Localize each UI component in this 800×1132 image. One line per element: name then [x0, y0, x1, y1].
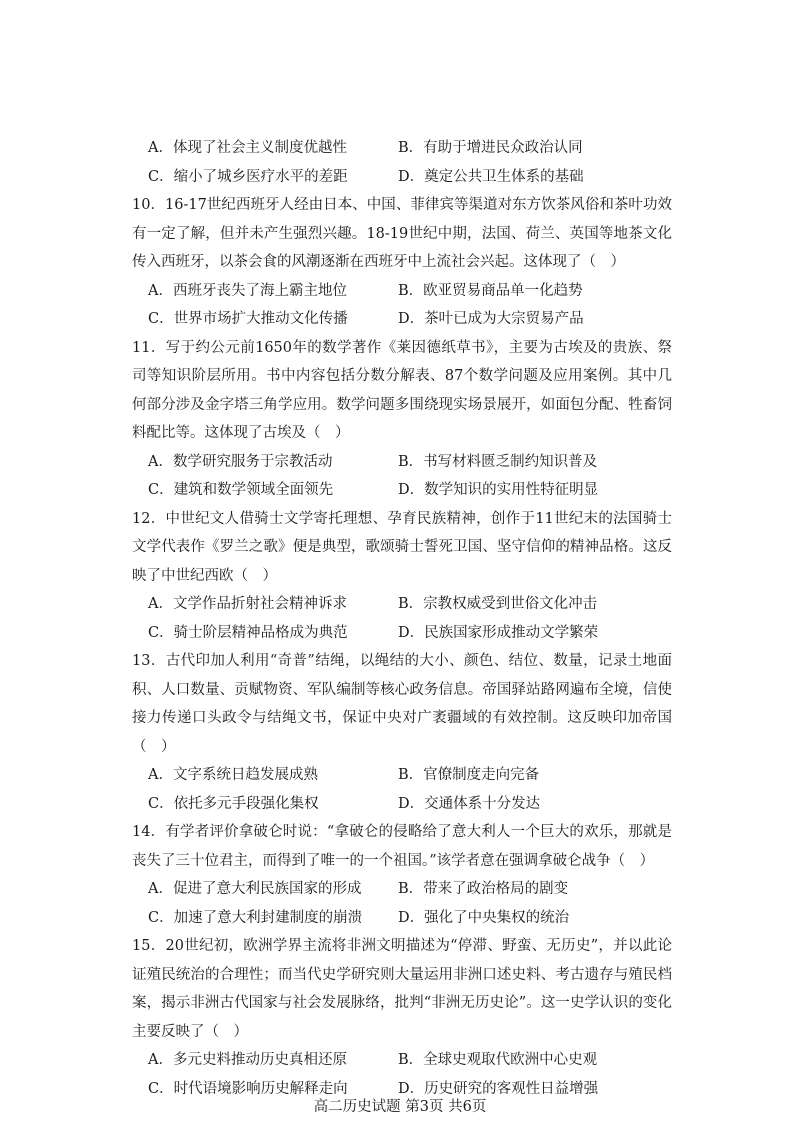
question-15 [132, 932, 672, 1103]
option-d: D．强化了中央集权的统治 [398, 909, 570, 926]
question-12 [132, 505, 672, 648]
option-c: C．依托多元手段强化集权 [148, 795, 319, 812]
option-d: D．民族国家形成推动文学繁荣 [398, 624, 599, 641]
option-a: A．文字系统日趋发展成熟 [148, 767, 318, 783]
option-b: B．官僚制度走向完备 [398, 767, 540, 783]
question-11 [132, 334, 672, 505]
option-c: C．骑士阶层精神品格成为典范 [148, 624, 348, 641]
option-d: D．奠定公共卫生体系的基础 [398, 168, 584, 185]
question-14 [132, 818, 672, 932]
option-a: A．数学研究服务于宗教活动 [148, 453, 333, 470]
question-13 [132, 647, 672, 818]
option-b: B．欧亚贸易商品单一化趋势 [398, 282, 583, 299]
page-footer: 高二历史试题 第3页 共6页 [313, 1099, 487, 1115]
question-10 [132, 191, 672, 334]
question-stem: 13．古代印加人利用“奇普”结绳，以绳结的大小、颜色、结位、数量，记录土地面积、人口数量、贡赋物资、军队编制等核心政务信息。帝国驿站路网遍布全境，信使接力传递口头政令与结绳文书，保证中央对广袤疆域的有效控制。这反映印加帝国（ ） [132, 653, 672, 755]
option-b: B．宗教权威受到世俗文化冲击 [398, 596, 598, 612]
option-a: A．西班牙丧失了海上霸主地位 [148, 282, 347, 299]
option-d: D．交通体系十分发达 [398, 795, 541, 812]
option-b: B．带来了政治格局的剧变 [398, 881, 569, 897]
question-list [132, 134, 672, 1103]
option-d: D．历史研究的客观性日益增强 [398, 1080, 599, 1097]
question-stem: 14．有学者评价拿破仑时说：“拿破仑的侵略给了意大利人一个巨大的欢乐，那就是丧失了三十位君主，而得到了唯一的一个祖国。”该学者意在强调拿破仑战争（ ） [132, 824, 672, 869]
option-b: B．有助于增进民众政治认同 [398, 140, 583, 156]
option-c: C．时代语境影响历史解释走向 [148, 1080, 348, 1097]
option-a: A．体现了社会主义制度优越性 [148, 140, 347, 156]
option-c: C．缩小了城乡医疗水平的差距 [148, 168, 348, 185]
option-a: A．文学作品折射社会精神诉求 [148, 596, 347, 612]
option-c: C．世界市场扩大推动文化传播 [148, 311, 348, 327]
option-d: D．茶叶已成为大宗贸易产品 [398, 311, 584, 327]
question-stem: 11．写于约公元前1650年的数学著作《莱因德纸草书》，主要为古埃及的贵族、祭司等知识阶层所用。书中内容包括分数分解表、87个数学问题及应用案例。其中几何部分涉及金字塔三角学应用。数学问题多围绕现实场景展开，如面包分配、牲畜饲料配比等。这体现了古埃及（ ） [132, 339, 672, 441]
question-stem: 10．16-17世纪西班牙人经由日本、中国、菲律宾等渠道对东方饮茶风俗和茶叶功效有一定了解，但并未产生强烈兴趣。18-19世纪中期，法国、荷兰、英国等地茶文化传入西班牙，以茶会食的风潮逐渐在西班牙中上流社会兴起。这体现了（ ） [132, 197, 672, 270]
option-c: C．加速了意大利封建制度的崩溃 [148, 909, 363, 926]
option-a: A．多元史料推动历史真相还原 [148, 1052, 347, 1068]
option-b: B．书写材料匮乏制约知识普及 [398, 453, 598, 470]
question-9-options [132, 134, 672, 191]
question-stem: 12．中世纪文人借骑士文学寄托理想、孕育民族精神，创作于11世纪末的法国骑士文学代表作《罗兰之歌》便是典型，歌颂骑士誓死卫国、坚守信仰的精神品格。这反映了中世纪西欧（ ） [132, 510, 672, 584]
option-b: B．全球史观取代欧洲中心史观 [398, 1052, 598, 1068]
option-d: D．数学知识的实用性特征明显 [398, 482, 599, 498]
option-c: C．建筑和数学领域全面领先 [148, 482, 334, 498]
question-stem: 15．20世纪初，欧洲学界主流将非洲文明描述为“停滞、野蛮、无历史”，并以此论证殖民统治的合理性；而当代史学研究则大量运用非洲口述史料、考古遗存与殖民档案，揭示非洲古代国家与社会发展脉络，批判“非洲无历史论”。这一史学认识的变化主要反映了（ ） [132, 938, 672, 1040]
option-a: A．促进了意大利民族国家的形成 [148, 881, 362, 897]
